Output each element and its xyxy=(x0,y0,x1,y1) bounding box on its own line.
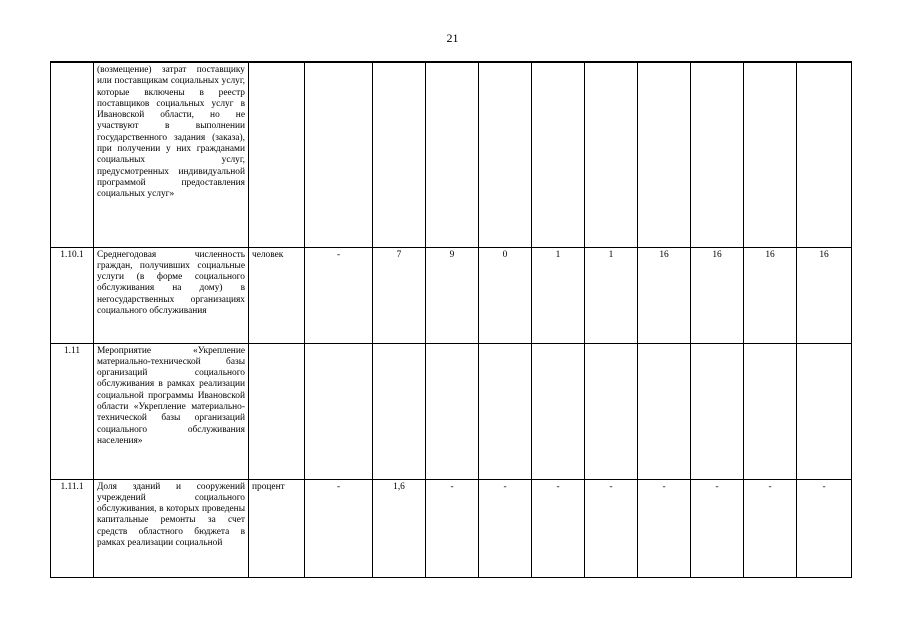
value-cell xyxy=(585,343,638,479)
row-name: Мероприятие «Укрепление материально-технической базы организаций социального обслуживания в рамках реализации социальной программы Ивановской области «Укрепление материально-технической базы организаций социального обслуживания населения» xyxy=(94,343,249,479)
value-cell xyxy=(797,343,852,479)
value-cell: - xyxy=(479,479,532,577)
value-cell: 16 xyxy=(797,247,852,343)
value-cell xyxy=(479,343,532,479)
value-cell xyxy=(305,343,373,479)
row-unit: человек xyxy=(249,247,305,343)
row-unit xyxy=(249,62,305,247)
value-cell: - xyxy=(305,247,373,343)
value-cell xyxy=(373,62,426,247)
value-cell xyxy=(638,62,691,247)
row-name: Доля зданий и сооружений учреждений социального обслуживания, в которых проведены капитальные ремонты за счет средств областного бюджета в рамках реализации социальной xyxy=(94,479,249,577)
row-number xyxy=(51,62,94,247)
value-cell: 9 xyxy=(426,247,479,343)
row-unit: процент xyxy=(249,479,305,577)
value-cell xyxy=(585,62,638,247)
row-number: 1.11.1 xyxy=(51,479,94,577)
row-name: (возмещение) затрат поставщику или поставщикам социальных услуг, которые включены в реестр поставщиков социальных услуг в Ивановской области, но не участвуют в выполнении государственного задания (заказа), при получении у них гражданами социальных услуг, предусмотренных индивидуальной программой предоставления социальных услуг» xyxy=(94,62,249,247)
value-cell xyxy=(305,62,373,247)
row-name: Среднегодовая численность граждан, получивших социальные услуги (в форме социального обслуживания на дому) в негосударственных организациях социального обслуживания xyxy=(94,247,249,343)
value-cell xyxy=(797,62,852,247)
value-cell: - xyxy=(797,479,852,577)
value-cell: 0 xyxy=(479,247,532,343)
value-cell: - xyxy=(426,479,479,577)
value-cell xyxy=(691,62,744,247)
table-row xyxy=(51,247,852,343)
value-cell: 1,6 xyxy=(373,479,426,577)
value-cell xyxy=(479,62,532,247)
page-number: 21 xyxy=(446,31,459,45)
value-cell xyxy=(532,62,585,247)
table-row xyxy=(51,62,852,247)
value-cell xyxy=(532,343,585,479)
value-cell: 16 xyxy=(744,247,797,343)
value-cell xyxy=(373,343,426,479)
table-row xyxy=(51,343,852,479)
indicators-table xyxy=(50,61,852,578)
value-cell xyxy=(426,62,479,247)
value-cell: - xyxy=(744,479,797,577)
row-number: 1.11 xyxy=(51,343,94,479)
value-cell: 1 xyxy=(532,247,585,343)
value-cell: 16 xyxy=(638,247,691,343)
row-unit xyxy=(249,343,305,479)
value-cell xyxy=(744,343,797,479)
value-cell: 1 xyxy=(585,247,638,343)
value-cell xyxy=(744,62,797,247)
value-cell: 16 xyxy=(691,247,744,343)
value-cell: - xyxy=(585,479,638,577)
value-cell: 7 xyxy=(373,247,426,343)
row-number: 1.10.1 xyxy=(51,247,94,343)
value-cell xyxy=(638,343,691,479)
value-cell xyxy=(691,343,744,479)
value-cell: - xyxy=(638,479,691,577)
value-cell: - xyxy=(305,479,373,577)
value-cell: - xyxy=(691,479,744,577)
table-row xyxy=(51,479,852,577)
value-cell xyxy=(426,343,479,479)
value-cell: - xyxy=(532,479,585,577)
